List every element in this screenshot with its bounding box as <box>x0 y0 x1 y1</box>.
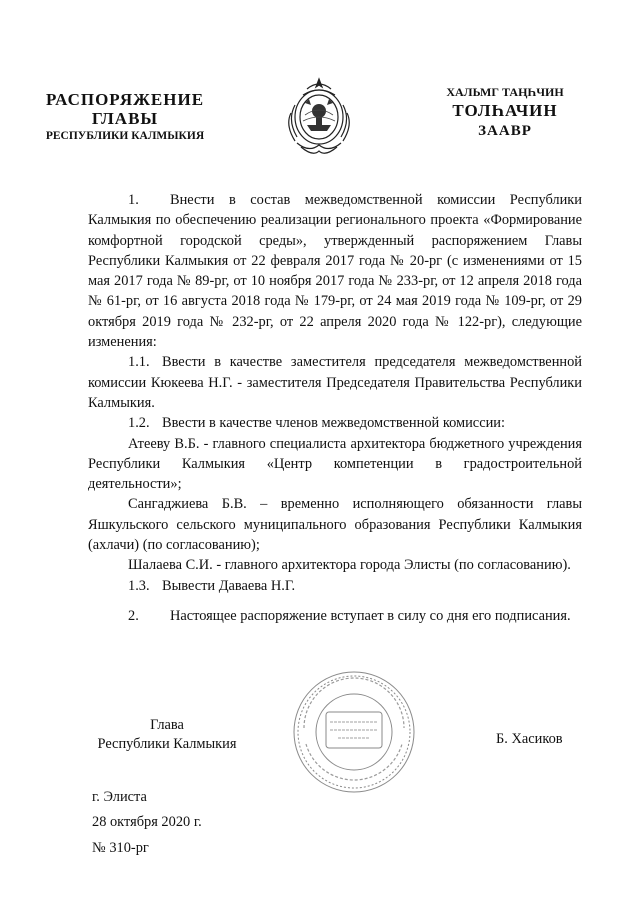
member-item: Сангаджиева Б.В. – временно исполняющего обязанности главы Яшкульского сельского муниципального образования Республики Калмыкия (ахлачи) (по согласованию); <box>88 496 582 554</box>
paragraph-number: 1.3. <box>128 577 150 594</box>
signatory-position <box>92 716 242 754</box>
issue-date: 28 октября 2020 г. <box>92 814 202 830</box>
document-body <box>88 190 582 636</box>
doc-type-title-kalmyk: ЗААВР <box>478 123 532 139</box>
issuer-region-kalmyk: ХАЛЬМГ ТАҢҺЧИН <box>446 85 564 99</box>
paragraph-number: 1.1. <box>128 354 150 371</box>
paragraph-number: 1.2. <box>128 415 150 432</box>
issuer-title-kalmyk: ТОЛҺАЧИН <box>452 101 558 120</box>
issuer-block-kalmyk <box>430 84 580 142</box>
doc-type-title: РАСПОРЯЖЕНИЕ <box>45 90 205 109</box>
signatory-position-line1: Глава <box>150 717 184 733</box>
paragraph-number: 1. <box>128 192 139 208</box>
paragraph-text: Настоящее распоряжение вступает в силу со дня его подписания. <box>170 607 571 624</box>
issue-place: г. Элиста <box>92 789 147 805</box>
paragraph-text: Вывести Даваева Н.Г. <box>162 577 296 594</box>
issuer-region: РЕСПУБЛИКИ КАЛМЫКИЯ <box>45 130 205 142</box>
paragraph-number: 2. <box>128 607 139 624</box>
signatory-name: Б. Хасиков <box>496 731 563 747</box>
member-item: Шалаева С.И. - главного архитектора города Элисты (по согласованию). <box>128 557 571 574</box>
paragraph-1-1 <box>88 352 582 413</box>
paragraph-1 <box>88 190 582 352</box>
paragraph-text: Ввести в качестве членов межведомственной комиссии: <box>162 415 505 432</box>
paragraph-text: Внести в состав межведомственной комиссии Республики Калмыкия по обеспечению реализации регионального проекта «Формирование комфортной городской среды», утвержденный распоряжением Главы Республики Калмыкия от 22 февраля 2017 года № 20-рг (с изменениями от 15 мая 2017 года № 89-рг, от 10 ноября 2017 года № 233-рг, от 12 апреля 2018 года № 61-рг, от 16 августа 2018 года № 179-рг, от 24 мая 2019 года № 109-рг, от 29 октября 2019 года № 232-рг, от 22 апреля 2020 года № 122-рг), следующие изменения: <box>88 192 582 351</box>
document-number: № 310-рг <box>92 840 149 856</box>
paragraph-text: Ввести в качестве заместителя председателя межведомственной комиссии Кюкеева Н.Г. - заместителя Председателя Правительства Республики Калмыкия. <box>88 354 582 411</box>
paragraph-1-3 <box>88 576 582 596</box>
issuer-block-russian <box>20 90 230 144</box>
official-stamp <box>290 668 418 796</box>
member-item: Атееву В.Б. - главного специалиста архитектора бюджетного учреждения Республики Калмыкия «Центр компетенции в градостроительной деятельности»; <box>88 435 582 493</box>
signatory-position-line2: Республики Калмыкия <box>97 736 237 752</box>
paragraph-2 <box>88 596 582 636</box>
issuer-title: ГЛАВЫ <box>91 109 159 128</box>
paragraph-1-2 <box>88 413 582 433</box>
kalmykia-coat-of-arms-icon <box>283 75 355 157</box>
